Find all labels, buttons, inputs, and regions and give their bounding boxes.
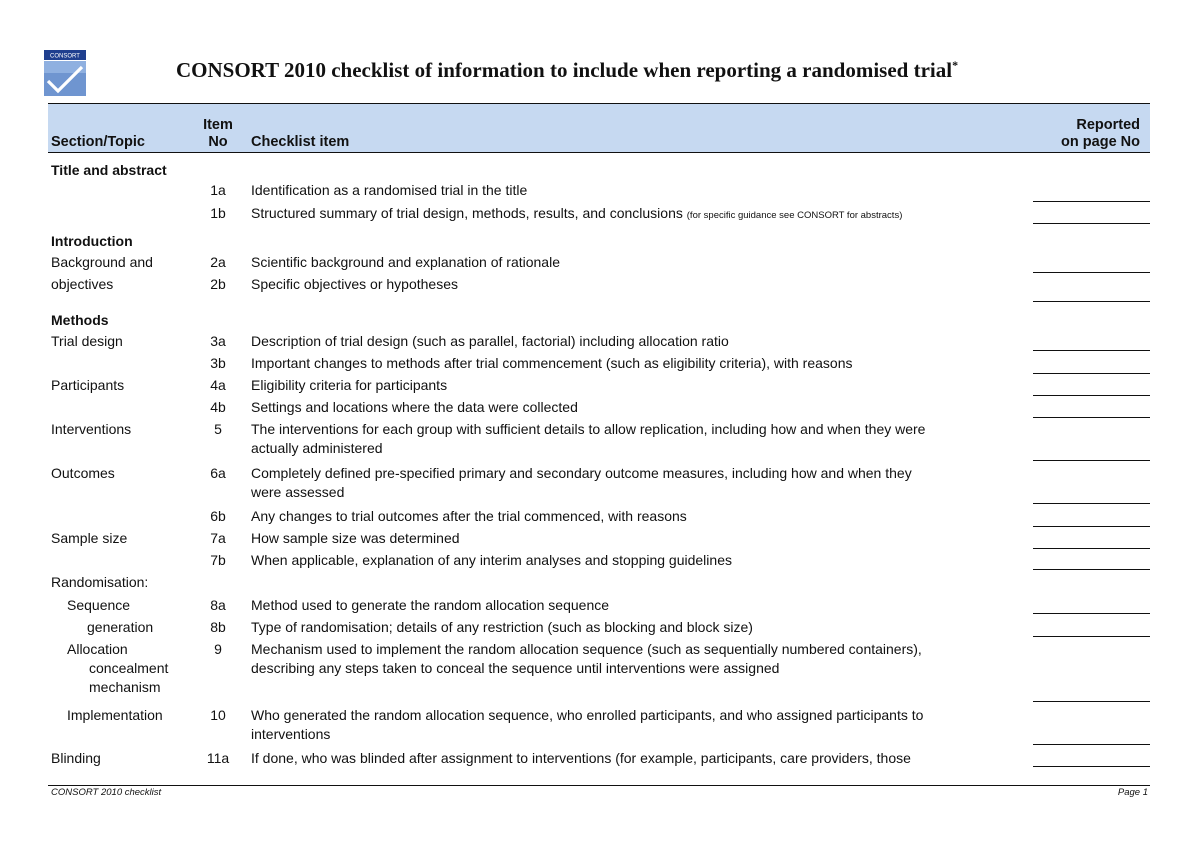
checklist-text: Identification as a randomised trial in the title (251, 182, 528, 198)
header-item-no: Item No (203, 117, 233, 150)
topic-label: Blinding (51, 750, 101, 766)
topic-label: generation (87, 619, 154, 635)
checklist-text: Structured summary of trial design, methods, results, and conclusions (for specific guidance see CONSORT for abstracts) (251, 205, 903, 221)
checklist-text: Method used to generate the random allocation sequence (251, 597, 610, 613)
topic-label: Allocation concealment mechanism (67, 641, 169, 695)
topic-label: objectives (51, 276, 114, 292)
item-number: 7b (210, 552, 226, 568)
checklist-text: When applicable, explanation of any interim analyses and stopping guidelines (251, 552, 732, 568)
item-number: 11a (206, 750, 230, 766)
section-heading: Title and abstract (51, 162, 167, 178)
page-number-field[interactable] (1033, 223, 1150, 224)
item-number: 6b (210, 508, 226, 524)
item-number: 9 (214, 641, 222, 657)
topic-label: Interventions (51, 421, 132, 437)
abstract-guidance-note: (for specific guidance see CONSORT for abstracts) (686, 210, 903, 221)
page-number-field[interactable] (1033, 613, 1150, 614)
checklist-text: Eligibility criteria for participants (251, 377, 448, 393)
page-number-field[interactable] (1033, 417, 1150, 418)
item-number: 3b (210, 355, 226, 371)
item-number: 8b (210, 619, 226, 635)
checklist-text: Who generated the random allocation sequence, who enrolled participants, and who assigned participants to interventions (251, 707, 924, 742)
checklist-text: How sample size was determined (251, 530, 460, 546)
item-number: 5 (214, 421, 222, 437)
item-number: 8a (210, 597, 226, 613)
item-number: 1b (210, 205, 226, 221)
checklist-text: If done, who was blinded after assignment to interventions (for example, participants, care providers, those (251, 750, 911, 766)
checklist-text: The interventions for each group with sufficient details to allow replication, including how and when they were actually administered (251, 421, 926, 456)
header-checklist-item: Checklist item (251, 134, 350, 150)
section-heading: Introduction (51, 233, 133, 249)
item-number: 4a (210, 377, 226, 393)
header-reported-page: Reported on page No (1061, 117, 1140, 150)
checklist-text: Type of randomisation; details of any restriction (such as blocking and block size) (251, 619, 753, 635)
topic-label: Participants (51, 377, 125, 393)
footer-page-number: Page 1 (1117, 787, 1148, 798)
topic-label: Sample size (51, 530, 128, 546)
item-number: 2a (210, 254, 226, 270)
checklist-text: Scientific background and explanation of rationale (251, 254, 560, 270)
topic-label: Sequence (67, 597, 131, 613)
item-number: 4b (210, 399, 226, 415)
topic-label: Trial design (51, 333, 123, 349)
item-number: 6a (210, 465, 226, 481)
page-number-field[interactable] (1033, 503, 1150, 504)
topic-label: Outcomes (51, 465, 115, 481)
checklist-text: Any changes to trial outcomes after the trial commenced, with reasons (251, 508, 687, 524)
page-number-field[interactable] (1033, 373, 1150, 374)
page-number-field[interactable] (1033, 701, 1150, 702)
item-number: 7a (210, 530, 226, 546)
checklist-table (48, 0, 1150, 849)
page-number-field[interactable] (1033, 350, 1150, 351)
page-number-field[interactable] (1033, 744, 1150, 745)
footer-divider (48, 785, 1150, 786)
page-number-field[interactable] (1033, 460, 1150, 461)
footer-document-name: CONSORT 2010 checklist (51, 787, 162, 798)
checklist-text: Description of trial design (such as parallel, factorial) including allocation ratio (251, 333, 729, 349)
page-number-field[interactable] (1033, 526, 1150, 527)
item-number: 10 (210, 707, 226, 723)
section-heading: Methods (51, 312, 109, 328)
svg-text:CONSORT: CONSORT (50, 53, 80, 60)
page-number-field[interactable] (1033, 569, 1150, 570)
checklist-text: Specific objectives or hypotheses (251, 276, 458, 292)
page-number-field[interactable] (1033, 301, 1150, 302)
item-number: 3a (210, 333, 226, 349)
checklist-text: Important changes to methods after trial commencement (such as eligibility criteria), with reasons (251, 355, 853, 371)
page-number-field[interactable] (1033, 201, 1150, 202)
page-number-field[interactable] (1033, 766, 1150, 767)
topic-label: Background and (51, 254, 153, 270)
page-number-field[interactable] (1033, 548, 1150, 549)
header-section-topic: Section/Topic (51, 134, 145, 150)
checklist-text: Completely defined pre-specified primary and secondary outcome measures, including how and when they were assessed (251, 465, 912, 500)
item-number: 1a (210, 182, 226, 198)
page-number-field[interactable] (1033, 395, 1150, 396)
checklist-text: Settings and locations where the data were collected (251, 399, 578, 415)
title-footnote-marker: * (952, 58, 959, 72)
page-number-field[interactable] (1033, 636, 1150, 637)
page-title: CONSORT 2010 checklist of information to include when reporting a randomised trial* (176, 58, 959, 82)
item-number: 2b (210, 276, 226, 292)
checklist-text: Mechanism used to implement the random allocation sequence (such as sequentially numbered containers), describing any steps taken to conceal the sequence until interventions were assigned (251, 641, 922, 676)
topic-label: Randomisation: (51, 574, 149, 590)
page-number-field[interactable] (1033, 272, 1150, 273)
topic-label: Implementation (67, 707, 163, 723)
